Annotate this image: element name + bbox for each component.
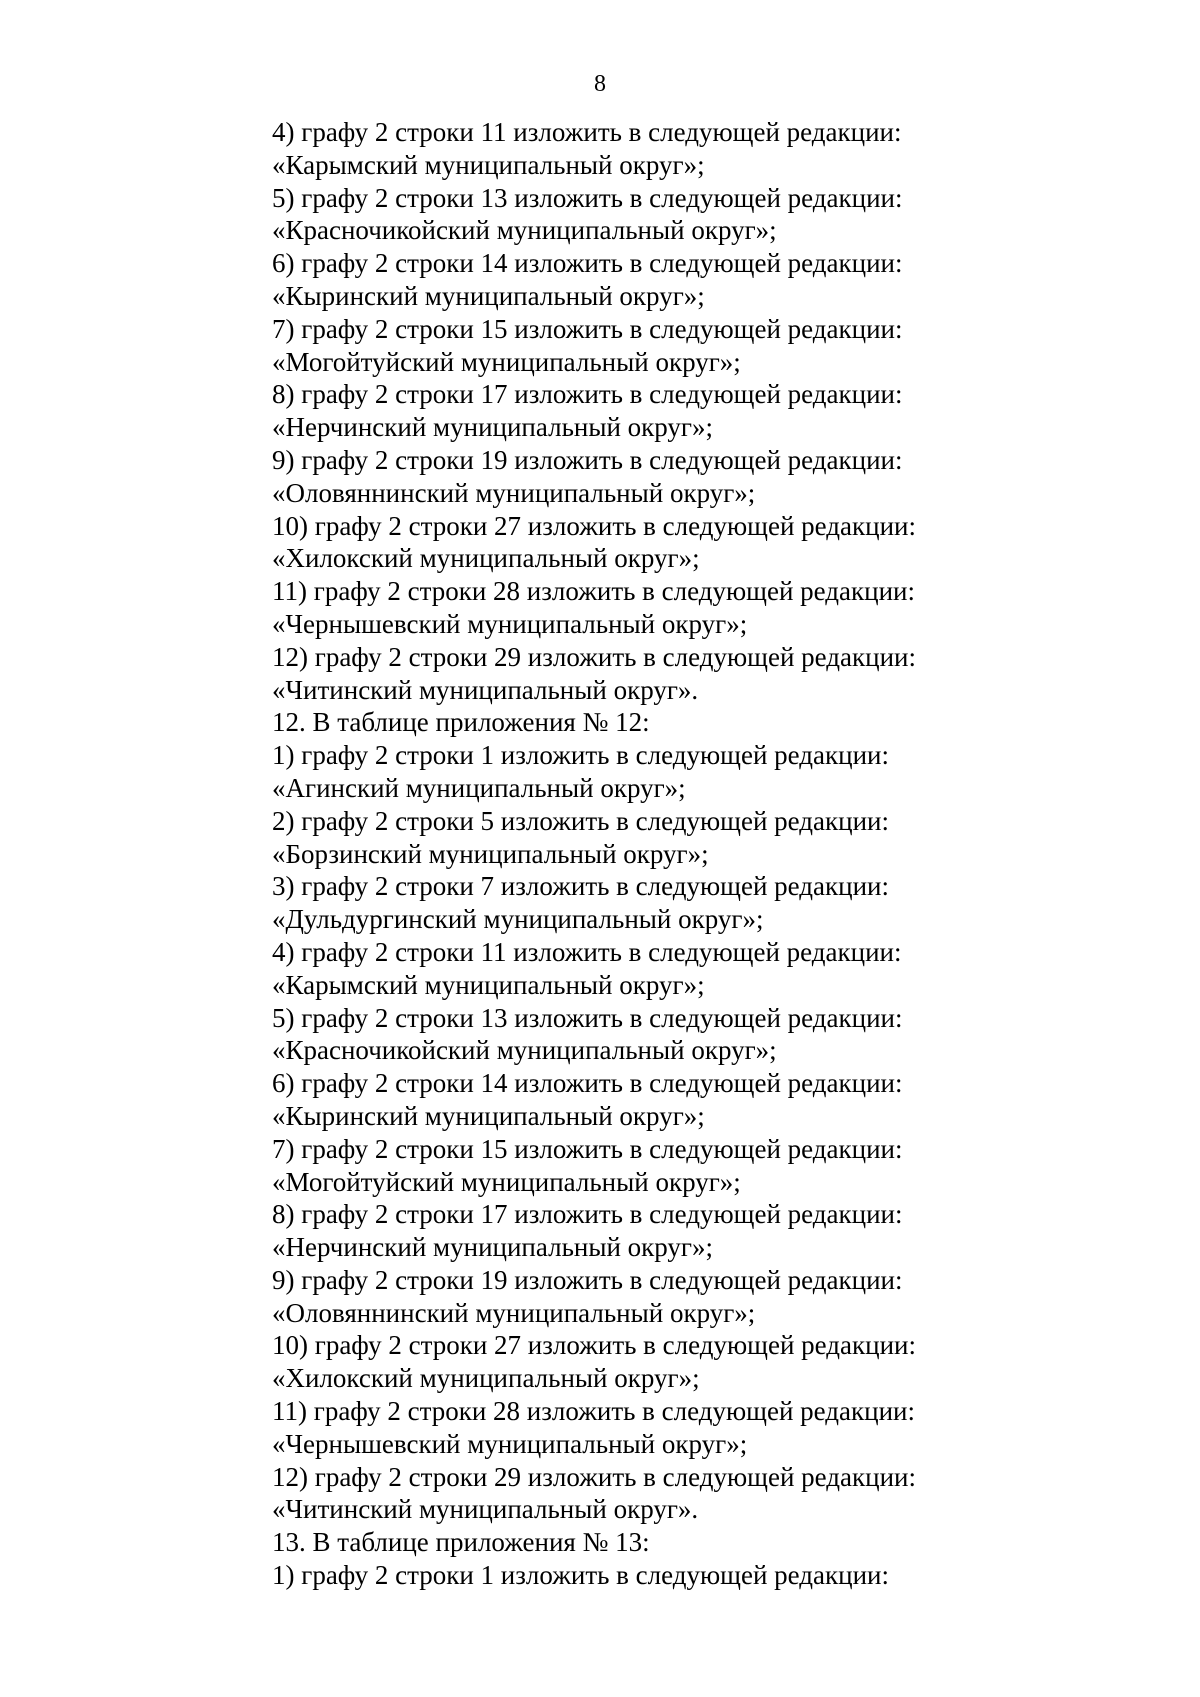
text-line: «Карымский муниципальный округ»; [272,149,705,180]
text-line: 12) графу 2 строки 29 изложить в следующей редакции: [272,641,916,672]
text-line: «Хилокский муниципальный округ»; [272,1363,700,1394]
text-line: 6) графу 2 строки 14 изложить в следующей редакции: [272,248,903,279]
text-line: «Чернышевский муниципальный округ»; [272,608,748,639]
text-line: 12) графу 2 строки 29 изложить в следующей редакции: [272,1461,916,1492]
text-line: 1) графу 2 строки 1 изложить в следующей редакции: [272,1560,889,1591]
text-line: 10) графу 2 строки 27 изложить в следующей редакции: [272,1330,916,1361]
text-line: 1) графу 2 строки 1 изложить в следующей редакции: [272,740,889,771]
text-line: 4) графу 2 строки 11 изложить в следующей редакции: [272,117,902,147]
text-line: «Оловяннинский муниципальный округ»; [272,1297,756,1328]
text-line: 9) графу 2 строки 19 изложить в следующей редакции: [272,444,903,475]
text-line: 7) графу 2 строки 15 изложить в следующей редакции: [272,313,903,344]
text-line: «Нерчинский муниципальный округ»; [272,412,714,443]
text-line: 4) графу 2 строки 11 изложить в следующей редакции: [272,936,902,967]
text-line: 8) графу 2 строки 17 изложить в следующей редакции: [272,379,903,410]
text-line: «Нерчинский муниципальный округ»; [272,1232,714,1263]
text-line: 8) графу 2 строки 17 изложить в следующей редакции: [272,1199,903,1230]
text-line: «Дульдургинский муниципальный округ»; [272,904,764,935]
text-line: «Красночикойский муниципальный округ»; [272,1035,777,1066]
text-line: «Кыринский муниципальный округ»; [272,1100,705,1131]
text-line: 3) графу 2 строки 7 изложить в следующей редакции: [272,871,889,902]
text-line: 2) графу 2 строки 5 изложить в следующей редакции: [272,805,889,836]
text-line: 12. В таблице приложения № 12: [272,707,650,738]
text-line: «Кыринский муниципальный округ»; [272,280,705,311]
text-line: 11) графу 2 строки 28 изложить в следующей редакции: [272,1396,915,1427]
text-line: 13. В таблице приложения № 13: [272,1527,650,1558]
text-line: «Могойтуйский муниципальный округ»; [272,1166,741,1197]
text-line: «Агинский муниципальный округ»; [272,772,686,803]
text-line: «Могойтуйский муниципальный округ»; [272,346,741,377]
document-body [272,116,992,1592]
text-line: 9) графу 2 строки 19 изложить в следующей редакции: [272,1264,903,1295]
text-line: 7) графу 2 строки 15 изложить в следующей редакции: [272,1133,903,1164]
text-line: 5) графу 2 строки 13 изложить в следующей редакции: [272,1002,903,1033]
text-line: «Читинский муниципальный округ». [272,1494,699,1525]
text-line: «Читинский муниципальный округ». [272,674,699,705]
text-line: «Хилокский муниципальный округ»; [272,543,700,574]
text-line: «Красночикойский муниципальный округ»; [272,215,777,246]
text-line: 5) графу 2 строки 13 изложить в следующей редакции: [272,182,903,213]
text-line: «Борзинский муниципальный округ»; [272,838,709,869]
text-line: 10) графу 2 строки 27 изложить в следующей редакции: [272,510,916,541]
text-line: «Оловяннинский муниципальный округ»; [272,477,756,508]
text-line: «Чернышевский муниципальный округ»; [272,1428,748,1459]
text-line: 11) графу 2 строки 28 изложить в следующей редакции: [272,576,915,607]
page-number: 8 [594,71,606,97]
text-line: 6) графу 2 строки 14 изложить в следующей редакции: [272,1068,903,1099]
text-line: «Карымский муниципальный округ»; [272,969,705,1000]
